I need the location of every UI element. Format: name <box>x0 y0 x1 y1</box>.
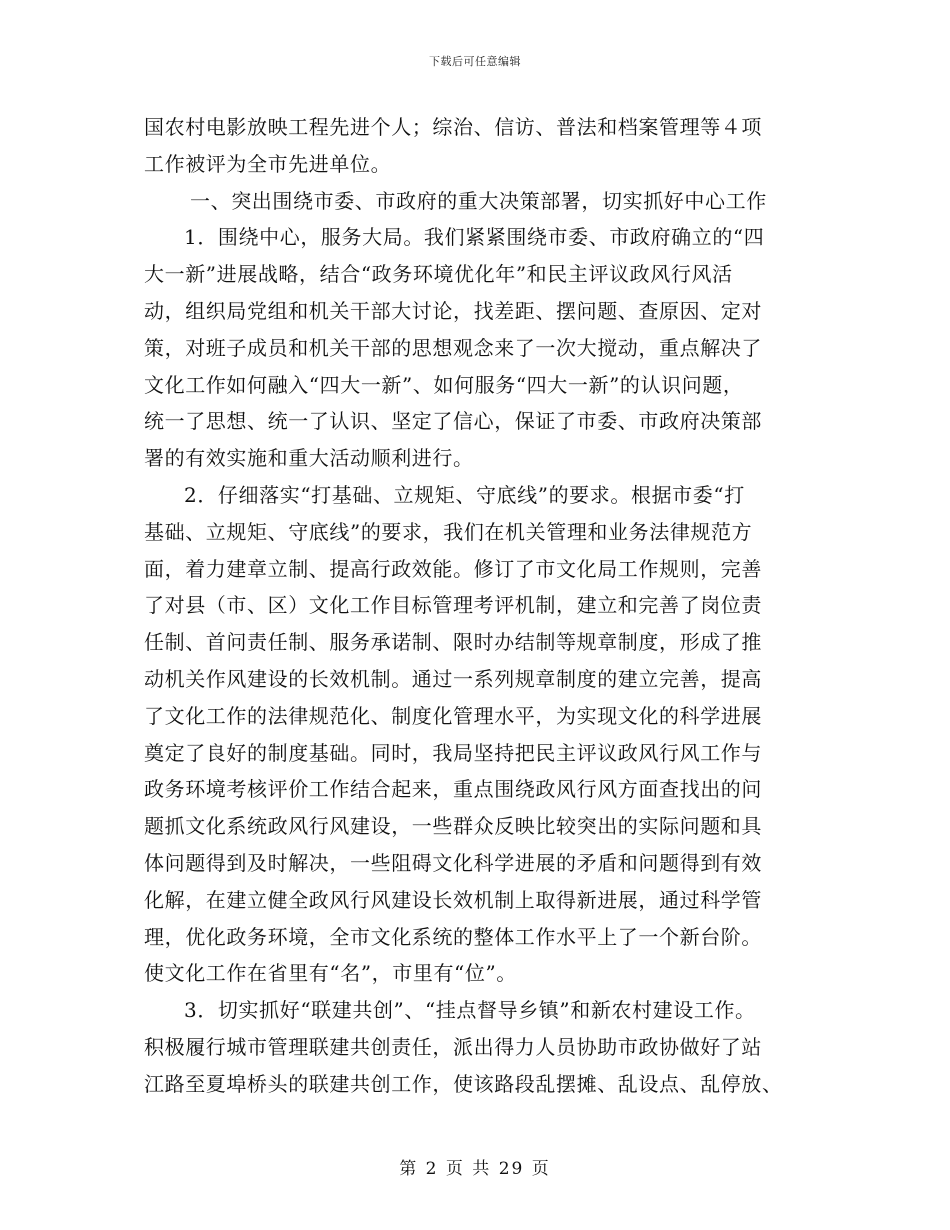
section-heading: 一、突出围绕市委、市政府的重大决策部署，切实抓好中心工作 <box>190 188 767 213</box>
text-line: 任制、首问责任制、服务承诺制、限时办结制等规章制度，形成了推 <box>144 630 762 655</box>
text-line: 江路至夏埠桥头的联建共创工作，使该路段乱摆摊、乱设点、乱停放、 <box>144 1071 783 1096</box>
text-line: 化解，在建立健全政风行风建设长效机制上取得新进展，通过科学管 <box>144 887 762 912</box>
paragraph-start: 3．切实抓好“联建共创”、“挂点督导乡镇”和新农村建设工作。 <box>184 998 756 1023</box>
text-line: 策，对班子成员和机关干部的思想观念来了一次大搅动，重点解决了 <box>144 335 762 360</box>
paragraph-start: 2．仔细落实“打基础、立规矩、守底线”的要求。根据市委“打 <box>184 482 745 507</box>
text-line: 基础、立规矩、守底线”的要求，我们在机关管理和业务法律规范方 <box>144 519 753 544</box>
text-line: 了文化工作的法律规范化、制度化管理水平，为实现文化的科学进展 <box>144 703 762 728</box>
text-line: 动机关作风建设的长效机制。通过一系列规章制度的建立完善，提高 <box>144 666 762 691</box>
text-line: 政务环境考核评价工作结合起来，重点围绕政风行风方面查找出的问 <box>144 777 762 802</box>
text-line: 署的有效实施和重大活动顺利进行。 <box>144 446 474 471</box>
text-line: 动，组织局党组和机关干部大讨论，找差距、摆问题、查原因、定对 <box>144 298 762 323</box>
text-line: 题抓文化系统政风行风建设，一些群众反映比较突出的实际问题和具 <box>144 814 762 839</box>
text-line: 工作被评为全市先进单位。 <box>144 151 392 176</box>
page-header: 下载后可任意编辑 <box>429 55 521 68</box>
text-line: 奠定了良好的制度基础。同时，我局坚持把民主评议政风行风工作与 <box>144 740 762 765</box>
text-line: 了对县（市、区）文化工作目标管理考评机制，建立和完善了岗位责 <box>144 593 762 618</box>
page-number-footer: 第 2 页 共 29 页 <box>399 1159 551 1179</box>
text-line: 使文化工作在省里有“名”，市里有“位”。 <box>144 961 517 986</box>
text-line: 统一了思想、统一了认识、坚定了信心，保证了市委、市政府决策部 <box>144 409 762 434</box>
body-text <box>144 109 824 1103</box>
text-line: 文化工作如何融入“四大一新”、如何服务“四大一新”的认识问题， <box>144 372 744 397</box>
paragraph-start: 1．围绕中心，服务大局。我们紧紧围绕市委、市政府确立的“四 <box>184 225 765 250</box>
text-line: 理，优化政务环境，全市文化系统的整体工作水平上了一个新台阶。 <box>144 924 762 949</box>
text-line: 体问题得到及时解决，一些阻碍文化科学进展的矛盾和问题得到有效 <box>144 850 762 875</box>
text-line: 面，着力建章立制、提高行政效能。修订了市文化局工作规则，完善 <box>144 556 762 581</box>
text-line: 国农村电影放映工程先进个人；综治、信访、普法和档案管理等４项 <box>144 115 762 139</box>
text-line: 大一新”进展战略，结合“政务环境优化年”和民主评议政风行风活 <box>144 262 733 287</box>
text-line: 积极履行城市管理联建共创责任，派出得力人员协助市政协做好了站 <box>144 1034 762 1059</box>
